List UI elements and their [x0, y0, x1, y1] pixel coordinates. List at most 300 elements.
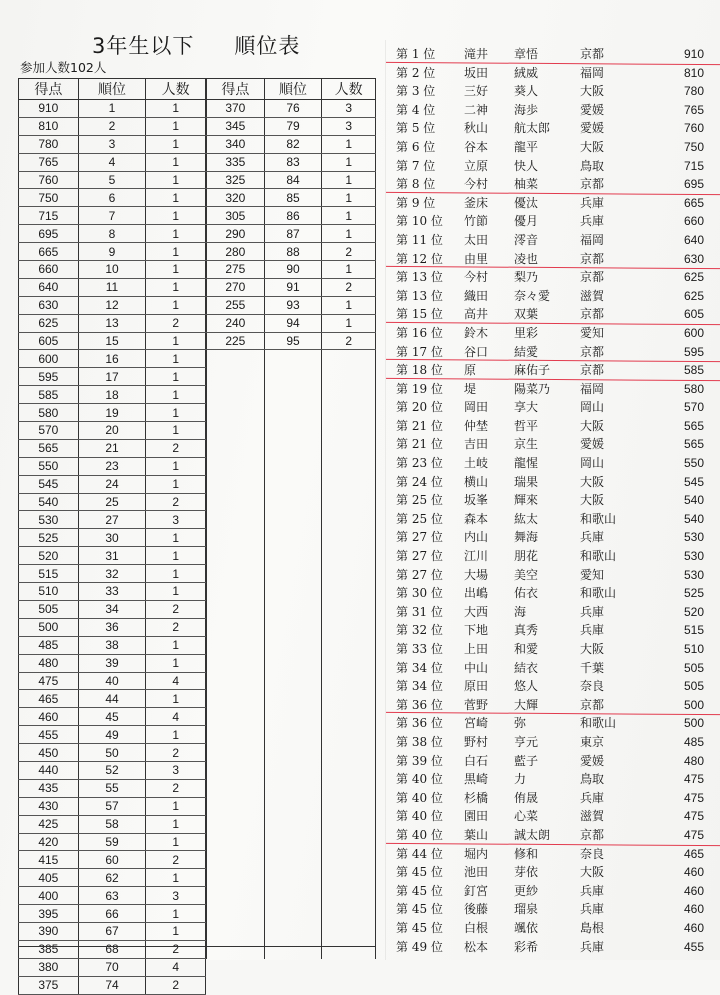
- score-value: 460: [683, 920, 704, 935]
- empty-row: [207, 688, 376, 705]
- empty-row: [207, 908, 376, 925]
- ranking-row: [392, 807, 712, 826]
- score-value: 765: [683, 102, 704, 117]
- rank-label: 第 40 位: [396, 809, 443, 824]
- score-value: 465: [683, 846, 704, 861]
- rank-cell: 88: [264, 243, 322, 261]
- given-name: 陽菜乃: [514, 381, 551, 396]
- ranking-row: [392, 268, 712, 287]
- empty-row: [207, 807, 376, 824]
- score-cell: 270: [207, 278, 265, 296]
- count-cell: 4: [146, 672, 206, 690]
- empty-cell: [322, 823, 376, 840]
- prefecture: 大阪: [580, 865, 605, 880]
- rank-label: 第 10 位: [396, 214, 443, 229]
- empty-row: [207, 570, 376, 587]
- header-rank: 順位: [264, 79, 322, 100]
- count-cell: 1: [146, 332, 206, 350]
- empty-cell: [207, 486, 265, 503]
- ranking-row: [392, 659, 712, 678]
- rank-cell: 7: [78, 207, 146, 225]
- table-row: [19, 708, 206, 726]
- empty-cell: [207, 638, 265, 655]
- empty-cell: [207, 570, 265, 587]
- table-row: [19, 654, 206, 672]
- table-row: [19, 636, 206, 654]
- score-cell: 595: [19, 368, 79, 386]
- count-cell: 1: [146, 207, 206, 225]
- count-cell: 2: [146, 439, 206, 457]
- rank-cell: 2: [78, 117, 146, 135]
- empty-cell: [264, 570, 322, 587]
- rank-cell: 18: [78, 386, 146, 404]
- empty-row: [207, 418, 376, 435]
- empty-row: [207, 502, 376, 519]
- count-cell: 3: [146, 511, 206, 529]
- empty-cell: [322, 570, 376, 587]
- score-value: 565: [683, 418, 704, 433]
- ranking-row: [392, 435, 712, 454]
- ranking-row: [392, 510, 712, 529]
- count-cell: 1: [322, 225, 376, 243]
- rank-label: 第 45 位: [396, 920, 443, 935]
- surname: 横山: [464, 474, 489, 489]
- rank-cell: 4: [78, 153, 146, 171]
- given-name: 結愛: [514, 344, 539, 359]
- rank-cell: 49: [78, 726, 146, 744]
- score-cell: 475: [19, 672, 79, 690]
- ranking-row: [392, 919, 712, 938]
- ranking-row: [392, 287, 712, 306]
- count-cell: 2: [146, 493, 206, 511]
- rank-label: 第 18 位: [396, 363, 443, 378]
- ranking-row: [392, 845, 712, 864]
- empty-row: [207, 519, 376, 536]
- rank-label: 第 21 位: [396, 437, 443, 452]
- count-cell: 1: [146, 404, 206, 422]
- empty-cell: [322, 519, 376, 536]
- ranking-row: [392, 101, 712, 120]
- surname: 園田: [464, 809, 489, 824]
- empty-row: [207, 942, 376, 959]
- score-value: 630: [683, 251, 704, 266]
- count-cell: 1: [322, 153, 376, 171]
- surname: 後藤: [464, 902, 489, 917]
- header-score: 得点: [19, 79, 79, 100]
- ranking-row: [392, 194, 712, 213]
- count-cell: 1: [322, 207, 376, 225]
- surname: 坂田: [464, 65, 489, 80]
- empty-cell: [322, 452, 376, 469]
- empty-cell: [322, 688, 376, 705]
- table-row: [19, 511, 206, 529]
- score-value: 625: [683, 270, 704, 285]
- prefecture: 兵庫: [580, 883, 605, 898]
- empty-cell: [207, 536, 265, 553]
- ranking-row: [392, 175, 712, 194]
- rank-label: 第 27 位: [396, 530, 443, 545]
- score-value: 695: [683, 177, 704, 192]
- empty-row: [207, 401, 376, 418]
- empty-cell: [322, 655, 376, 672]
- rank-cell: 23: [78, 457, 146, 475]
- count-cell: 1: [146, 905, 206, 923]
- ranking-row: [392, 250, 712, 269]
- ranking-row: [392, 473, 712, 492]
- given-name: 海歩: [514, 102, 539, 117]
- surname: 森本: [464, 511, 489, 526]
- score-value: 660: [683, 214, 704, 229]
- empty-cell: [322, 773, 376, 790]
- count-cell: 2: [322, 278, 376, 296]
- prefecture: 兵庫: [580, 623, 605, 638]
- empty-cell: [207, 773, 265, 790]
- score-value: 550: [683, 456, 704, 471]
- count-cell: 1: [146, 869, 206, 887]
- table-row: [207, 243, 376, 261]
- score-cell: 485: [19, 636, 79, 654]
- table-row: [19, 439, 206, 457]
- count-cell: 2: [146, 314, 206, 332]
- surname: 白石: [464, 753, 489, 768]
- ranking-row: [392, 45, 712, 64]
- rank-label: 第 34 位: [396, 660, 443, 675]
- count-cell: 1: [146, 583, 206, 601]
- rank-cell: 40: [78, 672, 146, 690]
- empty-row: [207, 655, 376, 672]
- rank-cell: 9: [78, 243, 146, 261]
- empty-cell: [207, 384, 265, 401]
- column-divider: [385, 40, 386, 960]
- table-row: [19, 117, 206, 135]
- prefecture: 奈良: [580, 679, 605, 694]
- prefecture: 愛媛: [580, 102, 605, 117]
- table-row: [19, 690, 206, 708]
- empty-cell: [264, 655, 322, 672]
- ranking-row: [392, 938, 712, 957]
- empty-cell: [207, 705, 265, 722]
- empty-cell: [207, 908, 265, 925]
- given-name: 柚菜: [514, 177, 539, 192]
- table-row: [19, 243, 206, 261]
- surname: 三好: [464, 84, 489, 99]
- score-cell: 325: [207, 171, 265, 189]
- rank-label: 第 1 位: [396, 47, 436, 61]
- score-cell: 585: [19, 386, 79, 404]
- score-cell: 550: [19, 457, 79, 475]
- table-row: [19, 887, 206, 905]
- surname: 仲埜: [464, 418, 489, 433]
- rank-cell: 30: [78, 529, 146, 547]
- given-name: 弥: [514, 716, 527, 731]
- prefecture: 兵庫: [580, 604, 605, 619]
- rank-cell: 10: [78, 261, 146, 279]
- empty-cell: [322, 536, 376, 553]
- surname: 大場: [464, 567, 489, 582]
- empty-row: [207, 536, 376, 553]
- count-cell: 3: [322, 100, 376, 118]
- score-cell: 570: [19, 422, 79, 440]
- table-row: [19, 475, 206, 493]
- surname: 内山: [464, 530, 489, 545]
- empty-cell: [207, 452, 265, 469]
- rank-cell: 38: [78, 636, 146, 654]
- table-row: [19, 761, 206, 779]
- surname: 吉田: [464, 437, 489, 452]
- count-cell: 2: [146, 851, 206, 869]
- empty-row: [207, 671, 376, 688]
- ranking-row: [392, 343, 712, 362]
- surname: 上田: [464, 642, 489, 656]
- rank-cell: 11: [78, 278, 146, 296]
- empty-cell: [322, 469, 376, 486]
- surname: 太田: [464, 232, 489, 247]
- empty-cell: [322, 638, 376, 655]
- empty-row: [207, 621, 376, 638]
- empty-cell: [264, 367, 322, 384]
- rank-label: 第 39 位: [396, 753, 443, 768]
- given-name: 心菜: [514, 809, 539, 824]
- count-cell: 1: [146, 368, 206, 386]
- score-value: 475: [683, 790, 704, 805]
- prefecture: 京都: [580, 177, 605, 192]
- given-name: 葵人: [514, 84, 539, 99]
- empty-cell: [264, 486, 322, 503]
- given-name: 舞海: [514, 530, 539, 545]
- rank-label: 第 23 位: [396, 456, 443, 471]
- given-name: 瑞果: [514, 474, 539, 489]
- surname: 高井: [464, 307, 489, 322]
- rank-cell: 5: [78, 171, 146, 189]
- rank-cell: 19: [78, 404, 146, 422]
- given-name: 亨元: [514, 734, 539, 749]
- empty-cell: [207, 604, 265, 621]
- given-name: 和愛: [514, 642, 539, 656]
- empty-row: [207, 350, 376, 367]
- given-name: 龍平: [514, 139, 539, 154]
- ranking-row: [392, 157, 712, 176]
- given-name: 海: [514, 604, 527, 619]
- score-cell: 480: [19, 654, 79, 672]
- rank-cell: 31: [78, 547, 146, 565]
- empty-cell: [322, 790, 376, 807]
- given-name: 凌也: [514, 251, 539, 266]
- prefecture: 兵庫: [580, 790, 605, 805]
- score-cell: 520: [19, 547, 79, 565]
- table-row: [19, 225, 206, 243]
- table-row: [19, 493, 206, 511]
- given-name: 航太郎: [514, 121, 551, 136]
- given-name: 芽依: [514, 865, 539, 880]
- empty-cell: [264, 739, 322, 756]
- score-cell: 565: [19, 439, 79, 457]
- table-row: [19, 153, 206, 171]
- rank-cell: 68: [78, 940, 146, 958]
- table-row: [207, 189, 376, 207]
- surname: 岡田: [464, 400, 489, 415]
- given-name: 大輝: [514, 697, 539, 712]
- header-count: 人数: [146, 79, 206, 100]
- score-value: 455: [683, 939, 704, 954]
- ranking-row: [392, 677, 712, 696]
- empty-row: [207, 638, 376, 655]
- count-cell: 1: [146, 117, 206, 135]
- table-row: [19, 529, 206, 547]
- empty-cell: [322, 486, 376, 503]
- score-cell: 765: [19, 153, 79, 171]
- empty-cell: [207, 942, 265, 959]
- ranking-row: [392, 752, 712, 771]
- given-name: 力: [514, 772, 527, 787]
- rank-cell: 52: [78, 761, 146, 779]
- score-cell: 665: [19, 243, 79, 261]
- surname: 鈴木: [464, 325, 489, 340]
- empty-cell: [207, 807, 265, 824]
- empty-cell: [322, 705, 376, 722]
- table-row: [19, 600, 206, 618]
- empty-cell: [207, 655, 265, 672]
- score-cell: 415: [19, 851, 79, 869]
- count-cell: 1: [146, 833, 206, 851]
- score-cell: 440: [19, 761, 79, 779]
- empty-cell: [322, 756, 376, 773]
- score-value: 750: [683, 139, 704, 154]
- prefecture: 大阪: [580, 139, 605, 154]
- score-value: 605: [683, 307, 704, 322]
- given-name: 佑衣: [514, 586, 539, 601]
- rank-cell: 66: [78, 905, 146, 923]
- count-cell: 1: [322, 171, 376, 189]
- count-cell: 1: [146, 386, 206, 404]
- prefecture: 奈良: [580, 846, 605, 861]
- count-cell: 1: [146, 422, 206, 440]
- empty-cell: [322, 925, 376, 942]
- score-value: 530: [683, 549, 704, 564]
- score-value: 545: [683, 474, 704, 489]
- rank-cell: 90: [264, 261, 322, 279]
- given-name: 優月: [514, 214, 539, 229]
- prefecture: 岡山: [580, 456, 605, 471]
- score-cell: 405: [19, 869, 79, 887]
- score-cell: 715: [19, 207, 79, 225]
- prefecture: 京都: [580, 307, 605, 322]
- empty-row: [207, 823, 376, 840]
- empty-cell: [264, 587, 322, 604]
- surname: 松本: [464, 939, 489, 954]
- prefecture: 京都: [580, 697, 605, 712]
- rank-label: 第 45 位: [396, 902, 443, 917]
- rank-label: 第 45 位: [396, 883, 443, 898]
- rank-cell: 85: [264, 189, 322, 207]
- empty-cell: [264, 604, 322, 621]
- rank-cell: 34: [78, 600, 146, 618]
- empty-cell: [207, 790, 265, 807]
- score-value: 810: [683, 65, 704, 80]
- rank-label: 第 19 位: [396, 381, 443, 396]
- participant-count: 参加人数102人: [20, 60, 107, 75]
- count-cell: 1: [146, 815, 206, 833]
- score-cell: 345: [207, 117, 265, 135]
- score-cell: 630: [19, 296, 79, 314]
- score-cell: 810: [19, 117, 79, 135]
- rank-cell: 1: [78, 100, 146, 118]
- score-value: 910: [683, 47, 704, 61]
- score-value: 480: [683, 753, 704, 768]
- prefecture: 兵庫: [580, 939, 605, 954]
- prefecture: 滋賀: [580, 288, 605, 303]
- rank-label: 第 25 位: [396, 493, 443, 508]
- rank-cell: 60: [78, 851, 146, 869]
- score-value: 530: [683, 567, 704, 582]
- given-name: 麻佑子: [514, 363, 551, 378]
- rank-cell: 94: [264, 314, 322, 332]
- table-row: [19, 404, 206, 422]
- score-value: 780: [683, 84, 704, 99]
- rank-label: 第 7 位: [396, 158, 436, 173]
- score-table-left: [18, 78, 206, 995]
- surname: 白根: [464, 920, 489, 935]
- empty-cell: [264, 638, 322, 655]
- empty-row: [207, 604, 376, 621]
- empty-cell: [322, 874, 376, 891]
- count-cell: 1: [146, 726, 206, 744]
- rank-cell: 67: [78, 922, 146, 940]
- empty-cell: [322, 908, 376, 925]
- empty-cell: [264, 857, 322, 874]
- rank-label: 第 6 位: [396, 139, 436, 154]
- score-cell: 425: [19, 815, 79, 833]
- count-cell: 1: [146, 797, 206, 815]
- score-cell: 305: [207, 207, 265, 225]
- rank-cell: 91: [264, 278, 322, 296]
- score-cell: 320: [207, 189, 265, 207]
- score-cell: 240: [207, 314, 265, 332]
- prefecture: 兵庫: [580, 214, 605, 229]
- rank-label: 第 11 位: [396, 232, 443, 247]
- rank-cell: 87: [264, 225, 322, 243]
- prefecture: 和歌山: [580, 716, 617, 731]
- surname: 菅野: [464, 697, 489, 712]
- prefecture: 千葉: [580, 660, 605, 675]
- prefecture: 愛媛: [580, 753, 605, 768]
- count-cell: 1: [146, 171, 206, 189]
- title-main: 3年生以下: [92, 34, 195, 58]
- table-row: [207, 117, 376, 135]
- given-name: 結衣: [514, 660, 539, 675]
- empty-cell: [264, 621, 322, 638]
- score-cell: 400: [19, 887, 79, 905]
- rank-label: 第 24 位: [396, 474, 443, 489]
- table-row: [19, 296, 206, 314]
- table-row: [207, 135, 376, 153]
- empty-cell: [264, 688, 322, 705]
- ranking-row: [392, 640, 712, 659]
- empty-cell: [322, 502, 376, 519]
- score-cell: 385: [19, 940, 79, 958]
- given-name: 絨威: [514, 65, 539, 80]
- empty-cell: [207, 874, 265, 891]
- rank-cell: 83: [264, 153, 322, 171]
- ranking-row: [392, 882, 712, 901]
- table-row: [19, 565, 206, 583]
- rank-cell: 24: [78, 475, 146, 493]
- score-cell: 465: [19, 690, 79, 708]
- table-row: [19, 779, 206, 797]
- empty-cell: [264, 756, 322, 773]
- prefecture: 兵庫: [580, 902, 605, 917]
- score-value: 625: [683, 288, 704, 303]
- ranking-row: [392, 528, 712, 547]
